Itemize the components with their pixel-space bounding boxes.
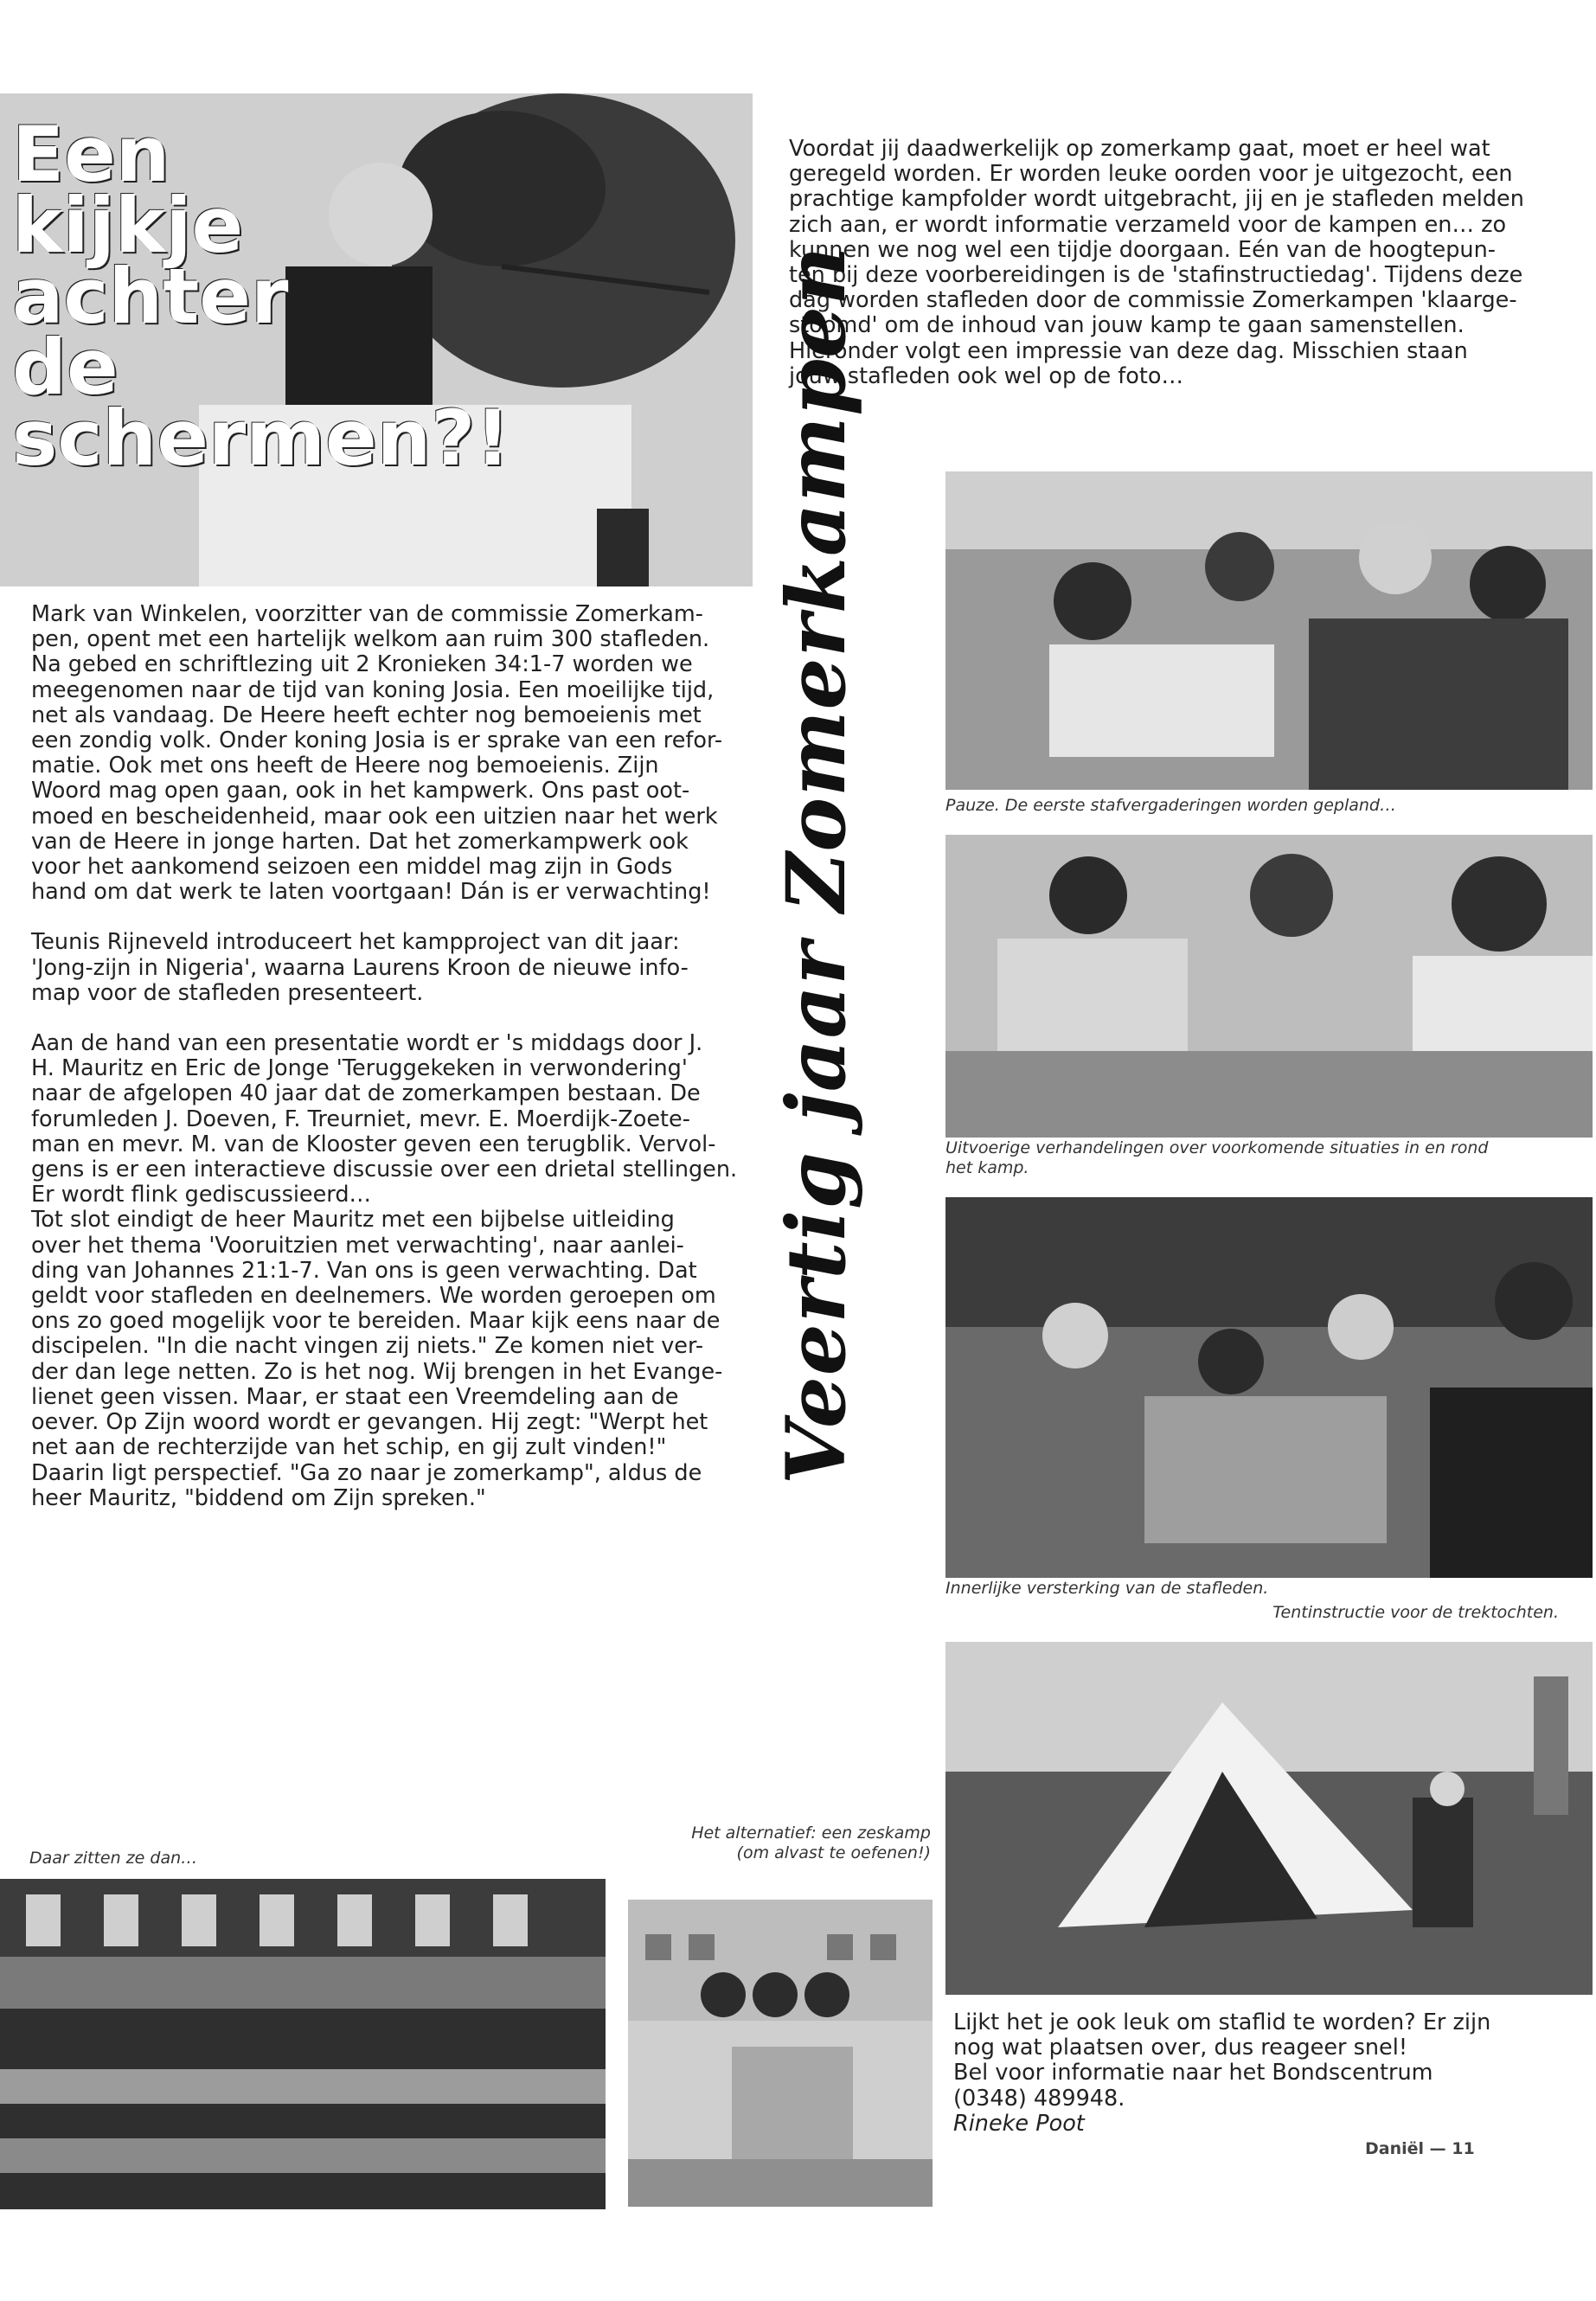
- pause-photo: [945, 471, 1593, 790]
- games-photo: [628, 1900, 933, 2207]
- caption-versterking: Innerlijke versterking van de stafleden.: [945, 1579, 1269, 1598]
- paragraph-3: Aan de hand van een presentatie wordt er 's middags door J. H. Mauritz en Eric de Jonge 'Teruggekeken in verwondering' naar de afgelopen 40 jaar dat de zomerkampen bestaan. De forumleden J. Doeven, F. Treurniet, mevr. E. Moerdijk-Zoete- man en mevr. M. van de Klooster geven een terugblik. Vervol- gens is er een interactieve discussie over een drietal stellingen. Er wordt flink gediscussieerd… Tot slot eindigt de heer Mauritz met een bijbelse uitleiding over het thema 'Vooruitzien met verwachting', naar aanlei- ding van Johannes 21:1-7. Van ons is geen verwachting. Dat geldt voor stafleden en deelnemers. We worden geroepen om ons zo goed mogelijk voor te bereiden. Maar kijk eens naar de discipelen. "In die nacht vingen zij niets." Ze komen niet ver- der dan lege netten. Zo is het nog. Wij brengen in het Evange- lienet geen vissen. Maar, er staat een Vreemdeling aan de oever. Op Zijn woord wordt er gevangen. Hij zegt: "Werpt het net aan de rechterzijde van het schip, en gij zult vinden!" Daarin ligt perspectief. "Ga zo naar je zomerkamp", aldus de heer Mauritz, "biddend om Zijn spreken.": [31, 1030, 738, 1511]
- headline-line: de: [12, 323, 119, 412]
- closing-text: [953, 2010, 1585, 2137]
- closing-paragraph: Lijkt het je ook leuk om staflid te worden? Er zijn nog wat plaatsen over, dus reageer snel! Bel voor informatie naar het Bondscentrum (0348) 489948.: [953, 2009, 1491, 2112]
- headline: [12, 110, 531, 483]
- audience-photo: [0, 1879, 606, 2209]
- tent-photo: [945, 1642, 1593, 1995]
- article-body: [31, 602, 749, 1511]
- caption-tent: Tentinstructie voor de trektochten.: [1272, 1603, 1559, 1622]
- caption-verhandelingen: Uitvoerige verhandelingen over voorkomende situaties in en rond het kamp.: [945, 1138, 1489, 1177]
- caption-alternatief: Het alternatief: een zeskamp (om alvast te oefenen!): [691, 1823, 931, 1862]
- vertical-title-text: Veertig jaar Zomerkampen: [769, 245, 864, 1485]
- caption-pauze: Pauze. De eerste stafvergaderingen worden gepland…: [945, 796, 1396, 815]
- caption-zitten: Daar zitten ze dan…: [29, 1849, 198, 1868]
- reflection-photo: [945, 1197, 1593, 1578]
- headline-line: kijkje: [12, 181, 244, 270]
- headline-line: achter: [12, 252, 289, 341]
- headline-line: schermen?!: [12, 394, 510, 483]
- discussion-photo: [945, 835, 1593, 1138]
- paragraph-2: Teunis Rijneveld introduceert het kampproject van dit jaar: 'Jong-zijn in Nigeria', waarna Laurens Kroon de nieuwe info- map voor de stafleden presenteert.: [31, 929, 689, 1006]
- author-name: Rineke Poot: [953, 2110, 1085, 2137]
- intro-text: [789, 137, 1567, 389]
- headline-line: Een: [12, 110, 170, 199]
- paragraph-1: Mark van Winkelen, voorzitter van de commissie Zomerkam- pen, opent met een hartelijk welkom aan ruim 300 stafleden. Na gebed en schriftlezing uit 2 Kronieken 34:1-7 worden we meegenomen naar de tijd van koning Josia. Een moeilijke tijd, net als vandaag. De Heere heeft echter nog bemoeienis met een zondig volk. Onder koning Josia is er sprake van een refor- matie. Ook met ons heeft de Heere nog bemoeienis. Zijn Woord mag open gaan, ook in het kampwerk. Ons past oot- moed en bescheidenheid, maar ook een uitzien naar het werk van de Heere in jonge harten. Dat het zomerkampwerk ook voor het aankomend seizoen een middel mag zijn in Gods hand om dat werk te laten voortgaan! Dán is er verwachting!: [31, 601, 723, 906]
- page-footer: Daniël — 11: [1365, 2139, 1475, 2158]
- intro-paragraph: Voordat jij daadwerkelijk op zomerkamp gaat, moet er heel wat geregeld worden. Er worden leuke oorden voor je uitgezocht, een prachtige kampfolder wordt uitgebracht, jij en je stafleden melden zich aan, er wordt informatie verzameld voor de kampen en… zo kunnen we nog wel een tijdje doorgaan. Eén van de hoogtepun- ten bij deze voorbereidingen is de 'stafinstructiedag'. Tijdens deze dag worden stafleden door de commissie Zomerkampen 'klaarge- stoomd' om de inhoud van jouw kamp te gaan samenstellen. Hieronder volgt een impressie van deze dag. Misschien staan jouw stafleden ook wel op de foto…: [789, 136, 1524, 389]
